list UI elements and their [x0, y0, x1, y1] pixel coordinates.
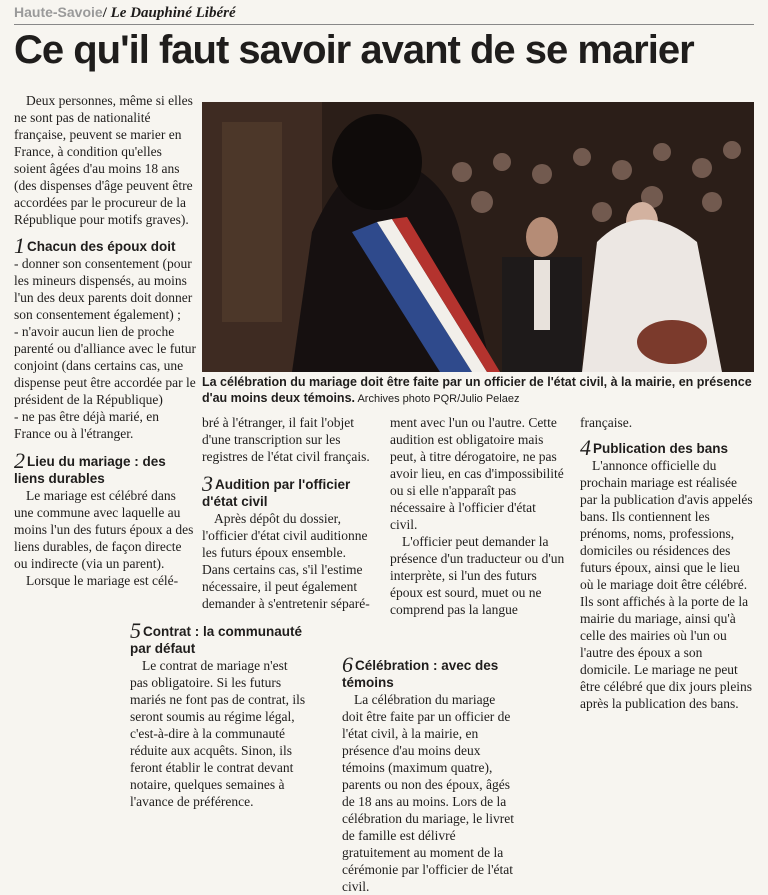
section-1-number: 1 — [14, 233, 25, 258]
caption-text: La célébration du mariage doit être faite par un officier de l'état civil, à la mairie, en présence d'au moins deux témoins. — [202, 375, 752, 405]
section-1-title: Chacun des époux doit — [27, 239, 176, 254]
section-3-continued-column — [390, 414, 566, 618]
section-2-column — [14, 448, 196, 589]
section-3-paragraph-2: L'officier peut demander la présence d'un traducteur ou d'un interprète, si l'un des futurs époux est sourd, muet ou ne comprend pas la langue — [390, 534, 565, 617]
section-1-item-3: - ne pas être déjà marié, en France ou à l'étranger. — [14, 409, 160, 441]
photo-credit: Archives photo PQR/Julio Pelaez — [355, 393, 520, 405]
section-2-number: 2 — [14, 448, 25, 473]
section-2-heading — [14, 448, 196, 487]
section-3-paragraph-1-continued: ment avec l'un ou l'autre. Cette audition est obligatoire mais peut, à titre dérogatoire, ne pas avoir lieu, en cas d'impossibilité ou si elle n'apparaît pas nécessaire à l'officier d'état civil. — [390, 415, 564, 532]
section-1-item-1: - donner son consentement (pour les mineurs dispensés, au moins l'un des deux parents doit donner son consentement également) ; — [14, 256, 193, 322]
header-separator: / — [102, 5, 107, 21]
section-2-paragraph-2-start: Lorsque le mariage est célé- — [26, 573, 179, 588]
section-3-paragraph-2-continued: française. — [580, 415, 633, 430]
section-6-column — [342, 652, 518, 895]
header-rule — [14, 24, 754, 25]
intro-paragraph: Deux personnes, même si elles ne sont pas de nationalité française, peuvent se marier en France, à condition qu'elles soient âgées d'au moins 18 ans (des dispenses d'âge peuvent être accordées par le procureur de la République pour motifs graves). — [14, 93, 193, 227]
section-2-paragraph-1: Le mariage est célébré dans une commune avec laquelle au moins l'un des futurs époux a des liens durables, de façon directe ou indirecte (via un parent). — [14, 488, 194, 571]
section-5-title: Contrat : la communauté par défaut — [130, 624, 303, 656]
section-3-column — [202, 414, 370, 612]
newspaper-name: Le Dauphiné Libéré — [110, 5, 236, 21]
section-6-title: Célébration : avec des témoins — [342, 658, 499, 690]
section-5-heading — [130, 618, 306, 657]
section-3-paragraph-1: Après dépôt du dossier, l'officier d'état civil auditionne les futurs époux ensemble. Dans certains cas, s'il l'estime nécessaire, il peut également demander à s'entretenir séparé- — [202, 511, 370, 611]
section-3-heading — [202, 471, 370, 510]
section-2-title: Lieu du mariage : des liens durables — [14, 454, 166, 486]
section-5-paragraph: Le contrat de mariage n'est pas obligatoire. Si les futurs mariés ne font pas de contrat, ils seront soumis au régime légal, c'est-à-dire à la communauté réduite aux acquêts. Sinon, ils feront établir le contrat devant notaire, quelques semaines à l'avance de préférence. — [130, 658, 306, 809]
section-2-paragraph-2-continued: bré à l'étranger, il fait l'objet d'une transcription sur les registres de l'état civil français. — [202, 415, 370, 464]
section-4-paragraph: L'annonce officielle du prochain mariage est réalisée par la publication d'avis appelés bans. Ils contiennent les prénoms, noms, professions, domiciles ou résidences des futurs époux, ainsi que le lieu où le mariage doit être célébré. Ils sont affichés à la porte de la mairie du mariage, ainsi qu'à celle des mairies où l'un ou l'autre des époux a son domicile. Le mariage ne peut être célébré que dix jours pleins après la publication des bans. — [580, 458, 753, 711]
intro-column — [14, 92, 196, 442]
section-3-number: 3 — [202, 471, 213, 496]
section-5-column — [130, 618, 306, 810]
article-title: Ce qu'il faut savoir avant de se marier — [14, 28, 694, 72]
section-1-item-2: - n'avoir aucun lien de proche parenté ou d'alliance avec le futur conjoint (dans certains cas, une dispense peut être accordée par le président de la République) — [14, 324, 196, 407]
section-6-paragraph: La célébration du mariage doit être faite par un officier de l'état civil, à la mairie, en présence d'au moins deux témoins (maximum quatre), parents ou non des époux, âgés de 18 ans au moins. Lors de la célébration du mariage, le livret de famille est délivré gratuitement au moment de la cérémonie par l'officier de l'état civil. — [342, 692, 515, 894]
section-6-number: 6 — [342, 652, 353, 677]
section-5-number: 5 — [130, 618, 141, 643]
photo-caption — [202, 374, 754, 407]
section-3-title: Audition par l'officier d'état civil — [202, 477, 351, 509]
section-name: Haute-Savoie — [14, 4, 103, 20]
section-4-heading — [580, 435, 756, 460]
section-6-heading — [342, 652, 518, 691]
section-4-column — [580, 414, 756, 712]
section-4-number: 4 — [580, 435, 591, 460]
wedding-ceremony-illustration — [202, 102, 754, 372]
page-header — [14, 4, 236, 22]
section-4-title: Publication des bans — [593, 441, 729, 456]
wedding-photo — [202, 102, 754, 372]
section-1-heading — [14, 233, 196, 258]
